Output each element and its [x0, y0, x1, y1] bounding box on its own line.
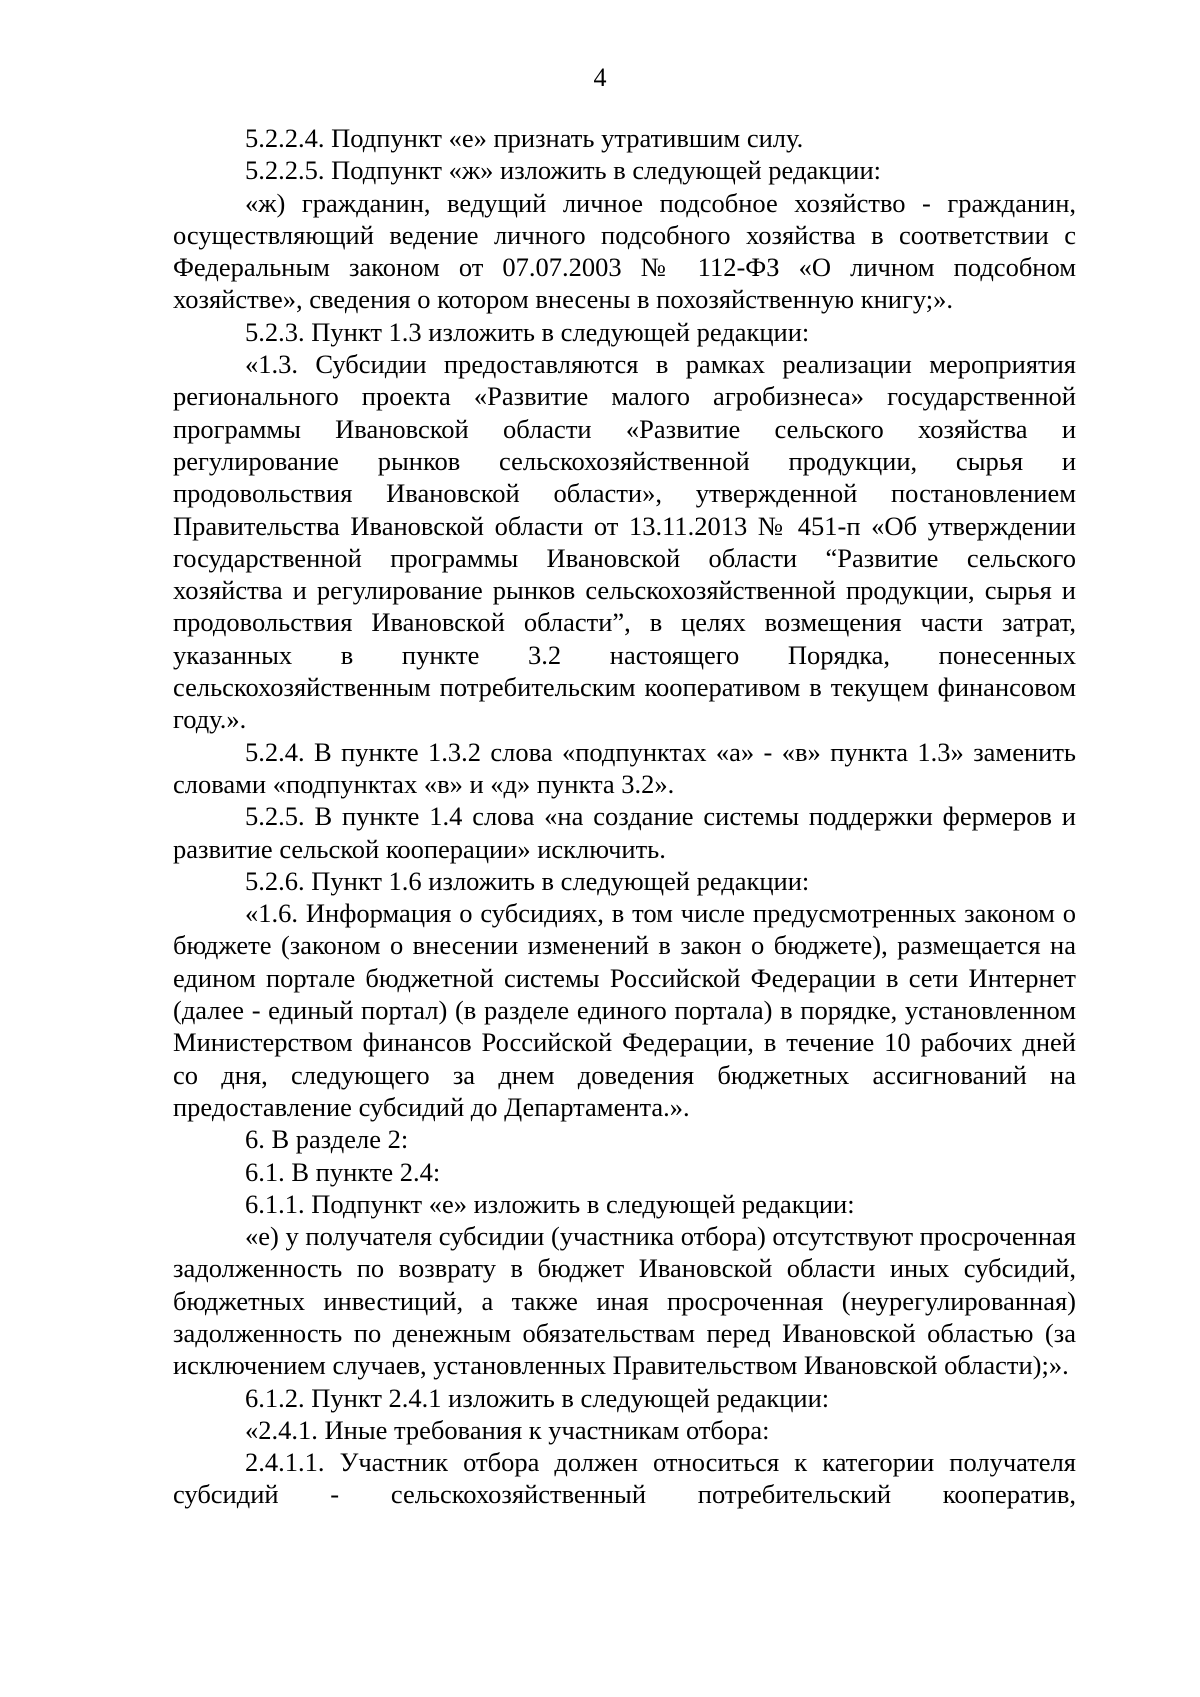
- paragraph-5-2-4: 5.2.4. В пункте 1.3.2 слова «подпунктах «а» - «в» пункта 1.3» заменить словами «подпунктах «в» и «д» пункта 3.2».: [173, 736, 1076, 799]
- paragraph-5-2-5: 5.2.5. В пункте 1.4 слова «на создание системы поддержки фермеров и развитие сельской кооперации» исключить.: [173, 801, 1076, 864]
- document-body: [173, 122, 1076, 1511]
- page-number: 4: [593, 63, 607, 92]
- paragraph-5-2-2-5: 5.2.2.5. Подпункт «ж» изложить в следующей редакции:: [245, 155, 881, 186]
- paragraph-item-2-4-1: «2.4.1. Иные требования к участникам отбора:: [245, 1414, 770, 1445]
- paragraph-6-1: 6.1. В пункте 2.4:: [245, 1156, 441, 1187]
- paragraph-item-1-3: «1.3. Субсидии предоставляются в рамках реализации мероприятия регионального проекта «Развитие малого агробизнеса» государственной программы Ивановской области «Развитие сельского хозяйства и регулирование рынков сельскохозяйственной продукции, сырья и продовольствия Ивановской области», утвержденной постановлением Правительства Ивановской области от 13.11.2013 № 451-п «Об утверждении государственной программы Ивановской области “Развитие сельского хозяйства и регулирование рынков сельскохозяйственной продукции, сырья и продовольствия Ивановской области”, в целях возмещения части затрат, указанных в пункте 3.2 настоящего Порядка, понесенных сельскохозяйственным потребительским кооперативом в текущем финансовом году.».: [173, 349, 1076, 735]
- paragraph-6-1-1: 6.1.1. Подпункт «е» изложить в следующей редакции:: [245, 1188, 855, 1219]
- paragraph-subitem-e: «е) у получателя субсидии (участника отбора) отсутствуют просроченная задолженность по возврату в бюджет Ивановской области иных субсидий, бюджетных инвестиций, а также иная просроченная (неурегулированная) задолженность по денежным обязательствам перед Ивановской областью (за исключением случаев, установленных Правительством Ивановской области);».: [173, 1221, 1076, 1381]
- paragraph-5-2-2-4: 5.2.2.4. Подпункт «е» признать утратившим силу.: [245, 123, 804, 153]
- paragraph-section-2: 6. В разделе 2:: [245, 1124, 409, 1155]
- paragraph-6-1-2: 6.1.2. Пункт 2.4.1 изложить в следующей редакции:: [245, 1382, 830, 1413]
- paragraph-item-1-6: «1.6. Информация о субсидиях, в том числе предусмотренных законом о бюджете (законом о внесении изменений в закон о бюджете), размещается на едином портале бюджетной системы Российской Федерации в сети Интернет (далее - единый портал) (в разделе единого портала) в порядке, установленном Министерством финансов Российской Федерации, в течение 10 рабочих дней со дня, следующего за днем доведения бюджетных ассигнований на предоставление субсидий до Департамента.».: [173, 898, 1076, 1122]
- paragraph-5-2-6: 5.2.6. Пункт 1.6 изложить в следующей редакции:: [245, 865, 810, 896]
- paragraph-5-2-3: 5.2.3. Пункт 1.3 изложить в следующей редакции:: [245, 316, 810, 347]
- paragraph-subitem-zh: «ж) гражданин, ведущий личное подсобное хозяйство - гражданин, осуществляющий ведение личного подсобного хозяйства в соответствии с Федеральным законом от 07.07.2003 № 112-ФЗ «О личном подсобном хозяйстве», сведения о котором внесены в похозяйственную книгу;».: [173, 187, 1076, 315]
- paragraph-2-4-1-1: 2.4.1.1. Участник отбора должен относиться к категории получателя субсидий - сельскохозяйственный потребительский кооператив,: [173, 1447, 1076, 1510]
